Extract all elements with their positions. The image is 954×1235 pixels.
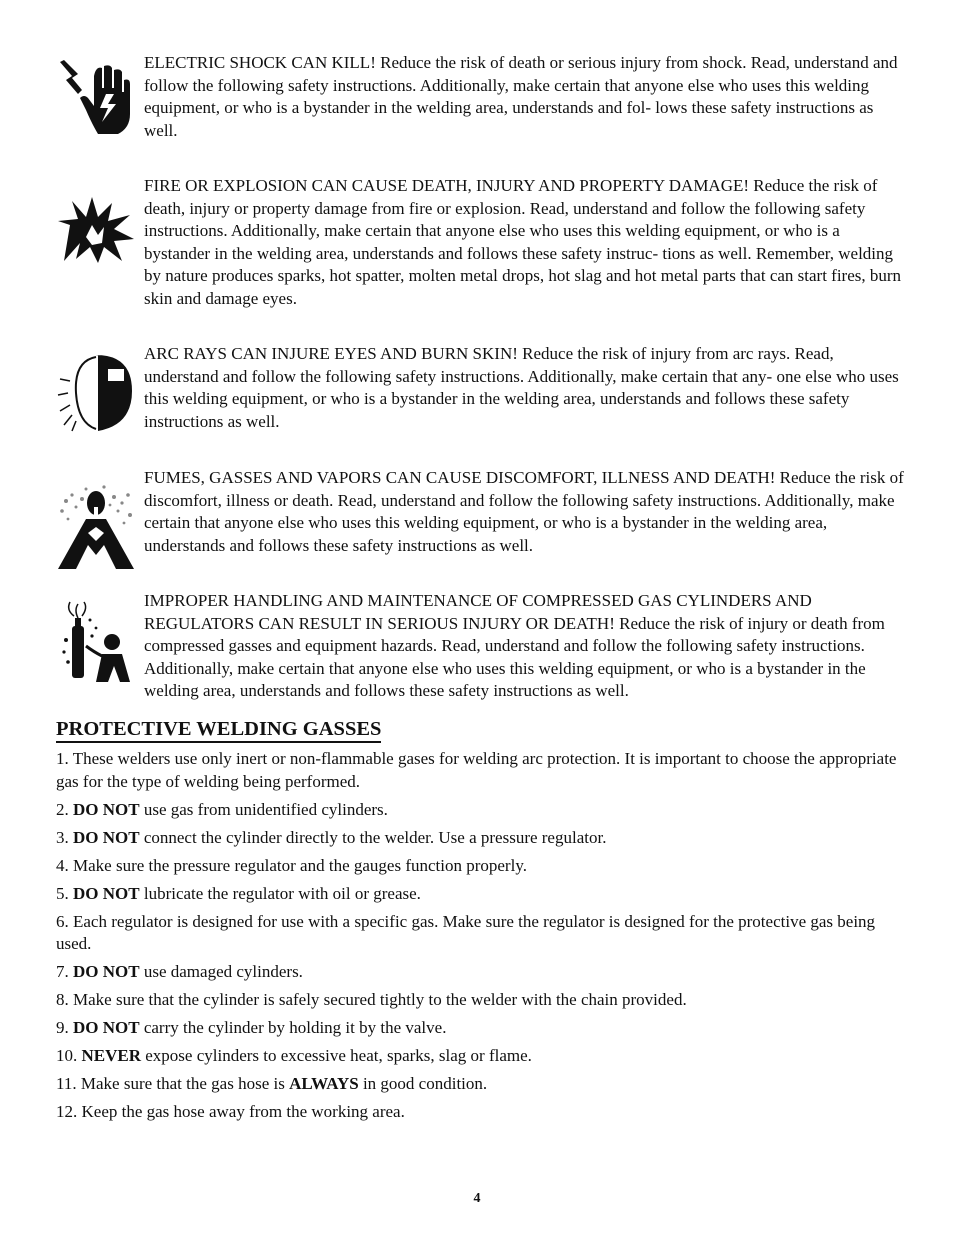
page-number: 4 bbox=[473, 1191, 481, 1206]
warning-text: IMPROPER HANDLING AND MAINTENANCE OF COMPRESSED GAS CYLINDERS AND REGULATORS CAN RESULT IN SERIOUS INJURY OR DEATH! Reduce the risk of injury or death from compressed gasses and equipment hazards. Read, understand and follow the following safety instructions. Additionally, make certain that anyone else who uses this welding equipment, or who is a bystander in the welding area, understands and follows these safety instructions as well. bbox=[144, 591, 885, 700]
welding-helmet-icon bbox=[56, 351, 136, 435]
list-item: 5. DO NOT lubricate the regulator with oil or grease. bbox=[56, 883, 421, 903]
list-item: 2. DO NOT use gas from unidentified cylinders. bbox=[56, 799, 388, 819]
warning-text: FIRE OR EXPLOSION CAN CAUSE DEATH, INJURY AND PROPERTY DAMAGE! Reduce the risk of death, injury or property damage from fire or explosion. Read, understand and follow the following safety instructions. Additionally, make certain that anyone else who uses this welding equipment, or who is a bystander in the welding area, understands and follows these safety instruc- tions as well. Remember, welding by nature produces sparks, hot spatter, molten metal drops, hot slag and hot metal parts that can start fires, burn skin and damage eyes. bbox=[144, 176, 902, 308]
protective-gasses-list bbox=[56, 748, 901, 1129]
list-item: 6. Each regulator is designed for use with a specific gas. Make sure the regulator is designed for the protective gas being used. bbox=[56, 911, 876, 953]
list-item: 12. Keep the gas hose away from the working area. bbox=[56, 1102, 405, 1121]
warning-text: ARC RAYS CAN INJURE EYES AND BURN SKIN! Reduce the risk of injury from arc rays. Read, understand and follow the following safety instructions. Additionally, make certain that any- one else who uses this welding equipment, or who is a bystander in the welding area, understands and follows these safety instructions as well. bbox=[144, 344, 899, 431]
electric-shock-icon bbox=[56, 58, 136, 140]
list-item: 4. Make sure the pressure regulator and the gauges function properly. bbox=[56, 855, 527, 875]
warning-text: ELECTRIC SHOCK CAN KILL! Reduce the risk of death or serious injury from shock. Read, understand and follow the following safety instructions. Additionally, make certain that anyone else who uses this welding equipment, or who is a bystander in the welding area, understands and fol- lows these safety instructions as well. bbox=[144, 53, 898, 140]
list-item: 3. DO NOT connect the cylinder directly to the welder. Use a pressure regulator. bbox=[56, 827, 607, 847]
warning-text: FUMES, GASSES AND VAPORS CAN CAUSE DISCOMFORT, ILLNESS AND DEATH! Reduce the risk of discomfort, illness or death. Read, understand and follow the following safety instructions. Additionally, make certain that anyone else who uses this welding equipment, or who is a bystander in the welding area, understands and follows these safety instructions as well. bbox=[144, 468, 904, 555]
list-item: 11. Make sure that the gas hose is ALWAYS in good condition. bbox=[56, 1074, 488, 1093]
fumes-icon bbox=[56, 481, 136, 571]
explosion-icon bbox=[56, 195, 136, 265]
list-item: 1. These welders use only inert or non-flammable gases for welding arc protection. It is important to choose the appropriate gas for the type of welding being performed. bbox=[56, 749, 897, 791]
gas-cylinder-icon bbox=[56, 600, 136, 682]
list-item: 10. NEVER expose cylinders to excessive heat, sparks, slag or flame. bbox=[56, 1046, 532, 1065]
section-title: PROTECTIVE WELDING GASSES bbox=[56, 717, 381, 743]
list-item: 7. DO NOT use damaged cylinders. bbox=[56, 962, 303, 981]
list-item: 9. DO NOT carry the cylinder by holding it by the valve. bbox=[56, 1018, 447, 1037]
list-item: 8. Make sure that the cylinder is safely secured tightly to the welder with the chain provided. bbox=[56, 990, 687, 1009]
